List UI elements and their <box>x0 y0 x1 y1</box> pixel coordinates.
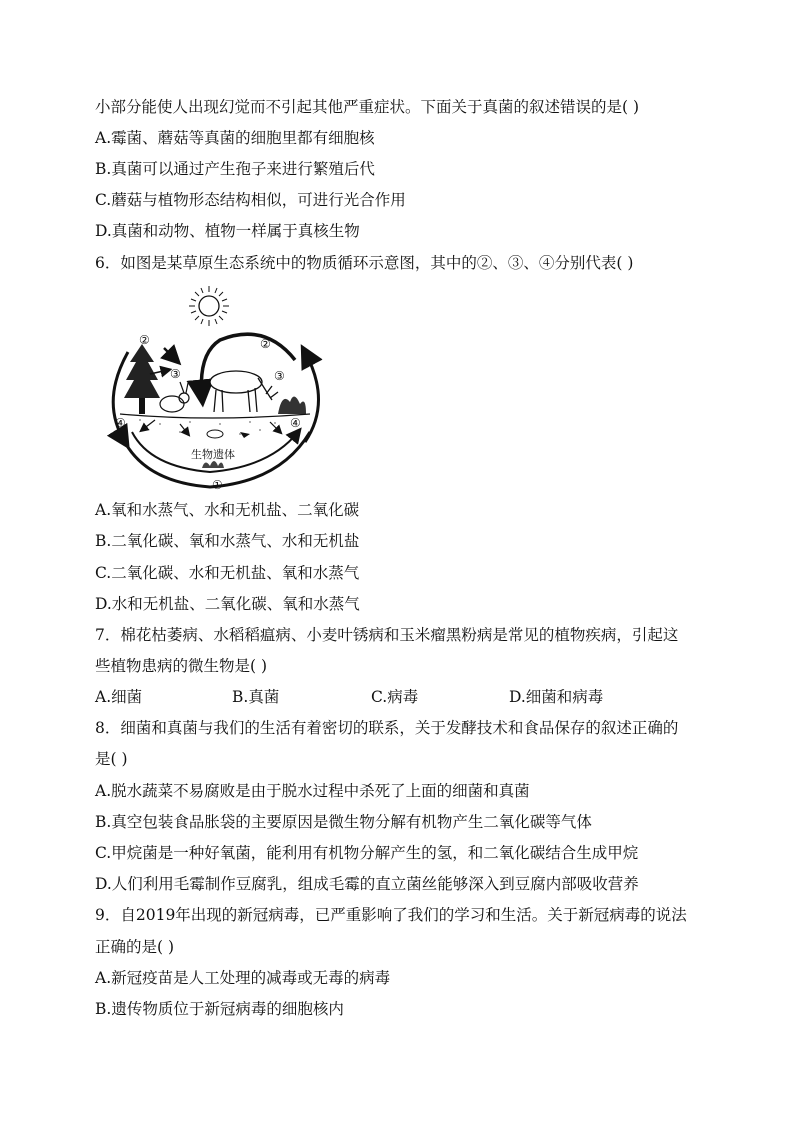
q8-option-b: B.真空包装食品胀袋的主要原因是微生物分解有机物产生二氧化碳等气体 <box>95 813 592 831</box>
q7-stem-line1: 7．棉花枯萎病、水稻稻瘟病、小麦叶锈病和玉米瘤黑粉病是常见的植物疾病，引起这 <box>95 626 679 644</box>
q7-stem-line2: 些植物患病的微生物是( ) <box>95 657 268 675</box>
q7-option-c: C.病毒 <box>371 688 419 706</box>
material-cycle-diagram <box>100 282 330 494</box>
remains-label: 生物遗体 <box>191 448 235 461</box>
q8-stem-line2: 是( ) <box>95 750 128 768</box>
q7-option-d: D.细菌和病毒 <box>509 688 604 706</box>
q6-option-c: C.二氧化碳、水和无机盐、氧和水蒸气 <box>95 564 360 582</box>
q8-stem-line1: 8．细菌和真菌与我们的生活有着密切的联系，关于发酵技术和食品保存的叙述正确的 <box>95 719 679 737</box>
q9-stem-line2: 正确的是( ) <box>95 938 175 956</box>
fungus-icon <box>202 461 224 468</box>
rabbit-icon <box>160 382 189 412</box>
q6-option-a: A.氧和水蒸气、水和无机盐、二氧化碳 <box>95 501 360 519</box>
marker-4-left: ④ <box>115 416 126 430</box>
q5-option-b: B.真菌可以通过产生孢子来进行繁殖后代 <box>95 160 375 178</box>
q7-option-a: A.细菌 <box>95 688 143 706</box>
deer-icon <box>210 371 278 412</box>
sun-icon <box>189 286 229 326</box>
marker-3-right: ③ <box>274 369 285 383</box>
q8-option-d: D.人们利用毛霉制作豆腐乳，组成毛霉的直立菌丝能够深入到豆腐内部吸收营养 <box>95 875 639 893</box>
q9-option-a: A.新冠疫苗是人工处理的减毒或无毒的病毒 <box>95 969 391 987</box>
q5-option-a: A.霉菌、蘑菇等真菌的细胞里都有细胞核 <box>95 129 375 147</box>
q6-option-b: B.二氧化碳、氧和水蒸气、水和无机盐 <box>95 532 360 550</box>
q5-option-c: C.蘑菇与植物形态结构相似，可进行光合作用 <box>95 191 406 209</box>
q5-stem: 小部分能使人出现幻觉而不引起其他严重症状。下面关于真菌的叙述错误的是( ) <box>95 98 640 116</box>
q9-option-b: B.遗传物质位于新冠病毒的细胞核内 <box>95 1000 344 1018</box>
q5-option-d: D.真菌和动物、植物一样属于真核生物 <box>95 222 360 240</box>
marker-3-left: ③ <box>170 367 181 381</box>
marker-4-right: ④ <box>290 416 301 430</box>
q9-stem-line1: 9．自2019年出现的新冠病毒，已严重影响了我们的学习和生活。关于新冠病毒的说法 <box>95 906 687 924</box>
bush-icon <box>278 396 306 414</box>
q7-option-b: B.真菌 <box>232 688 280 706</box>
q8-option-c: C.甲烷菌是一种好氧菌，能利用有机物分解产生的氢，和二氧化碳结合生成甲烷 <box>95 844 639 862</box>
marker-2-right: ② <box>260 337 271 351</box>
q6-option-d: D.水和无机盐、二氧化碳、氧和水蒸气 <box>95 595 360 613</box>
tree-icon <box>124 344 160 414</box>
q8-option-a: A.脱水蔬菜不易腐败是由于脱水过程中杀死了上面的细菌和真菌 <box>95 782 530 800</box>
marker-1: ① <box>212 478 223 492</box>
marker-2-left: ② <box>139 333 150 347</box>
q6-stem: 6．如图是某草原生态系统中的物质循环示意图，其中的②、③、④分别代表( ) <box>95 254 634 272</box>
